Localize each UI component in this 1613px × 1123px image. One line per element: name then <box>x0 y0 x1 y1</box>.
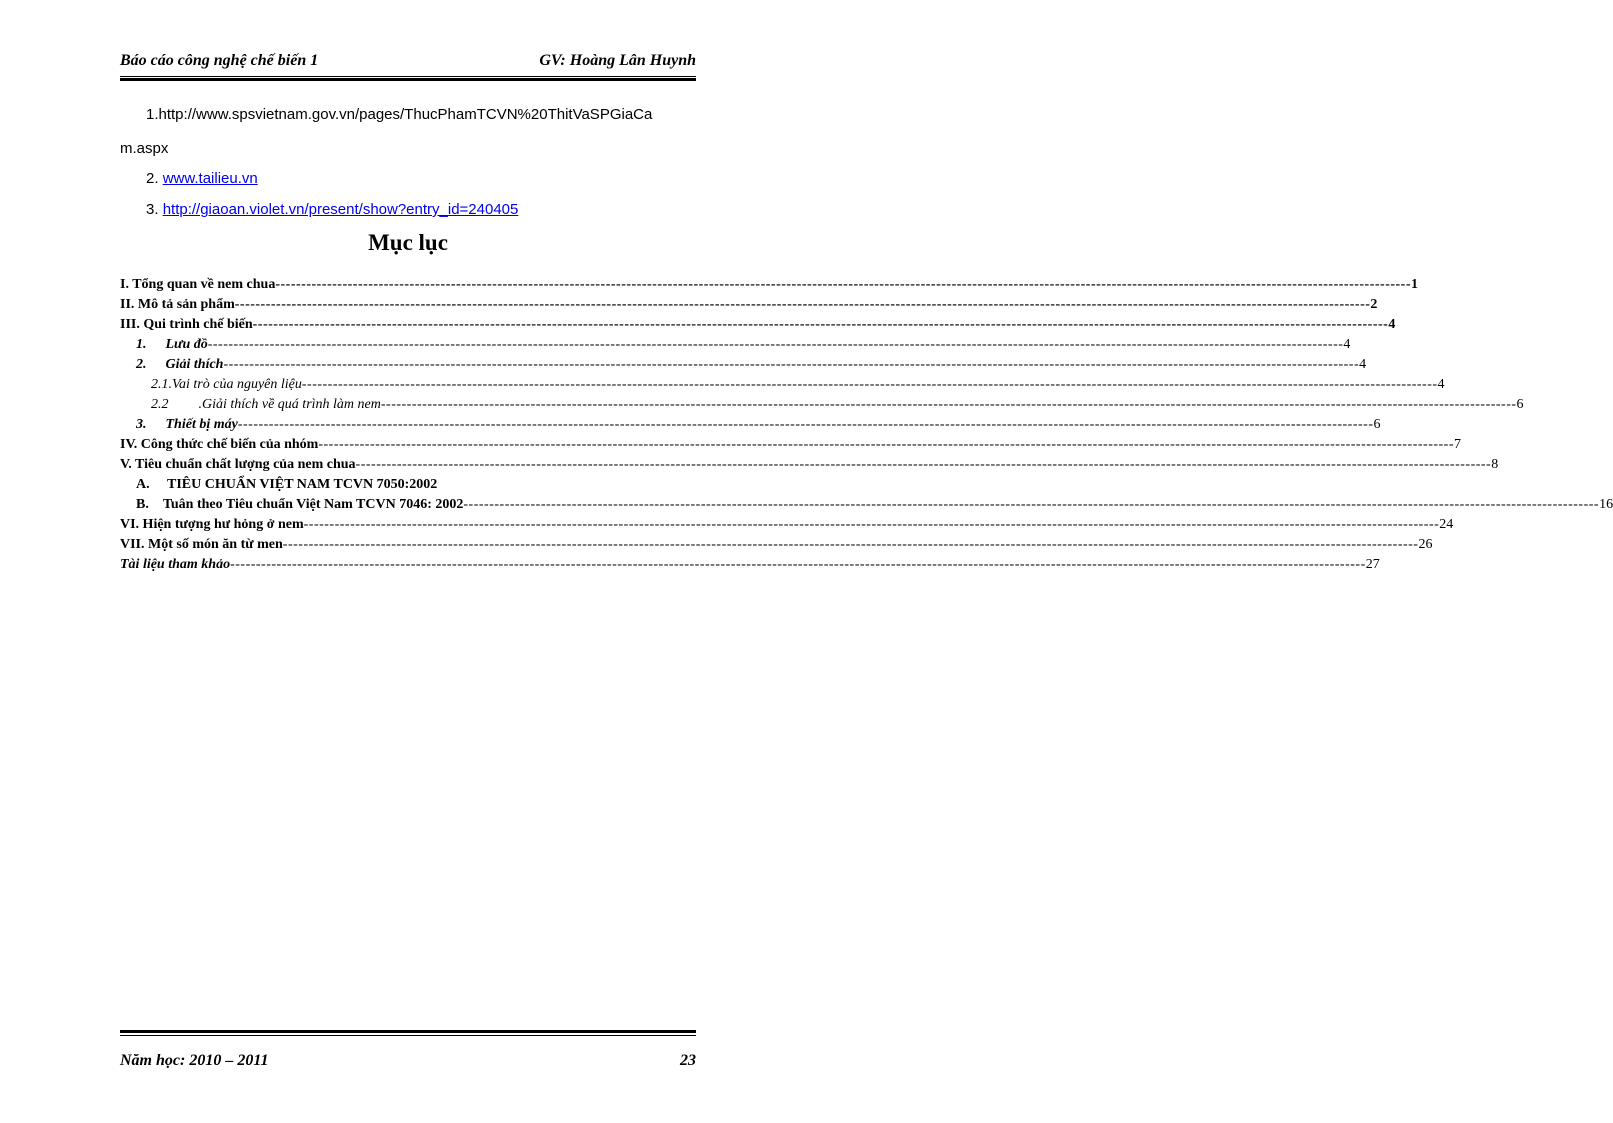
page-header <box>120 50 696 76</box>
toc-entry-label: IV. Công thức chế biến của nhóm <box>120 437 319 452</box>
toc-leader: ---------------------------------------------------------------------------------------------------------------------------------------------------------------------------------------------------------------------------- <box>207 337 1344 352</box>
header-rule-thick <box>120 78 696 81</box>
toc-entry-label: VII. Một số món ăn từ men <box>120 537 283 552</box>
toc-entry-number: 2. <box>136 357 147 372</box>
toc-entry-number: 3. <box>136 417 147 432</box>
toc-entry-3[interactable] <box>120 314 1396 333</box>
toc-entry-3-2-2[interactable] <box>120 394 1524 413</box>
toc-leader: ---------------------------------------------------------------------------------------------------------------------------------------------------------------------------------------------------------------------------- <box>463 497 1600 512</box>
toc-entry-label: .Giải thích về quá trình làm nem <box>198 397 381 412</box>
toc-leader: ---------------------------------------------------------------------------------------------------------------------------------------------------------------------------------------------------------------------------- <box>303 517 1440 532</box>
header-rule-thin <box>120 76 696 77</box>
toc-entry-page: 7 <box>1454 437 1462 452</box>
toc-title: Mục lục <box>368 230 448 255</box>
toc-leader: ---------------------------------------------------------------------------------------------------------------------------------------------------------------------------------------------------------------------------- <box>237 417 1374 432</box>
toc-entry-5-a[interactable] <box>120 474 696 493</box>
reference-1-line-1: 1.http://www.spsvietnam.gov.vn/pages/ThucPhamTCVN%20ThitVaSPGiaCa <box>146 106 653 123</box>
toc-leader: ---------------------------------------------------------------------------------------------------------------------------------------------------------------------------------------------------------------------------- <box>234 297 1371 312</box>
toc-entry-label: Thiết bị máy <box>165 417 238 432</box>
toc-entry-label: Lưu đồ <box>165 337 208 352</box>
toc-entry-label: Tuân theo Tiêu chuẩn Việt Nam TCVN 7046: 2002 <box>162 497 464 512</box>
reference-3 <box>146 201 518 218</box>
toc-entry-3-2-1[interactable] <box>120 374 1445 393</box>
footer-rule-thin <box>120 1035 696 1036</box>
toc-entry-6[interactable] <box>120 514 1454 533</box>
toc-entry-label: II. Mô tả sản phẩm <box>120 297 235 312</box>
footer-page-number: 23 <box>680 1052 696 1069</box>
toc-leader: ---------------------------------------------------------------------------------------------------------------------------------------------------------------------------------------------------------------------------- <box>301 377 1438 392</box>
toc-entry-label: V. Tiêu chuẩn chất lượng của nem chua <box>120 457 356 472</box>
toc-entry-3-2[interactable] <box>120 354 1367 373</box>
toc-entry-page: 6 <box>1516 397 1524 412</box>
toc-entry-3-3[interactable] <box>120 414 1381 433</box>
page-footer <box>120 1052 696 1078</box>
reference-3-link[interactable]: http://giaoan.violet.vn/present/show?entry_id=240405 <box>162 201 519 218</box>
toc-entry-page: 8 <box>1491 457 1499 472</box>
reference-3-number: 3. <box>146 201 159 218</box>
toc-entry-references[interactable] <box>120 554 1380 573</box>
toc-entry-number: B. <box>136 497 149 512</box>
toc-leader: ---------------------------------------------------------------------------------------------------------------------------------------------------------------------------------------------------------------------------- <box>230 557 1366 572</box>
toc-entry-label: 2.1.Vai trò của nguyên liệu <box>151 377 302 392</box>
toc-entry-1[interactable] <box>120 274 1419 293</box>
toc-leader: ---------------------------------------------------------------------------------------------------------------------------------------------------------------------------------------------------------------------------- <box>275 277 1412 292</box>
toc-entry-page: 4 <box>1437 377 1445 392</box>
toc-entry-5-b[interactable] <box>120 494 1613 513</box>
toc-entry-page: 4 <box>1388 317 1396 332</box>
toc-leader: ---------------------------------------------------------------------------------------------------------------------------------------------------------------------------------------------------------------------------- <box>355 457 1492 472</box>
header-report-title: Báo cáo công nghệ chế biến 1 <box>120 52 319 69</box>
footer-rule-thick <box>120 1030 696 1033</box>
toc-entry-number: 1. <box>136 337 147 352</box>
toc-entry-label: Tài liệu tham khảo <box>120 557 231 572</box>
toc-entry-page: 27 <box>1365 557 1380 572</box>
toc-entry-3-1[interactable] <box>120 334 1351 353</box>
toc-entry-2[interactable] <box>120 294 1378 313</box>
reference-2-number: 2. <box>146 170 159 187</box>
toc-entry-page: 1 <box>1411 277 1419 292</box>
toc-entry-page: 2 <box>1370 297 1378 312</box>
toc-leader: ---------------------------------------------------------------------------------------------------------------------------------------------------------------------------------------------------------------------------- <box>380 397 1517 412</box>
toc-entry-number: 2.2 <box>151 397 169 412</box>
toc-entry-page: 6 <box>1373 417 1381 432</box>
toc-leader: ---------------------------------------------------------------------------------------------------------------------------------------------------------------------------------------------------------------------------- <box>223 357 1360 372</box>
toc-entry-page: 26 <box>1418 537 1433 552</box>
toc-entry-page: 24 <box>1439 517 1454 532</box>
toc-entry-label: III. Qui trình chế biến <box>120 317 253 332</box>
reference-2 <box>146 170 258 187</box>
footer-school-year: Năm học: 2010 – 2011 <box>120 1052 269 1069</box>
toc-leader: ---------------------------------------------------------------------------------------------------------------------------------------------------------------------------------------------------------------------------- <box>252 317 1389 332</box>
toc-entry-page: 4 <box>1359 357 1367 372</box>
toc-entry-label: VI. Hiện tượng hư hỏng ở nem <box>120 517 304 532</box>
reference-2-link[interactable]: www.tailieu.vn <box>162 170 258 187</box>
toc-leader: ---------------------------------------------------------------------------------------------------------------------------------------------------------------------------------------------------------------------------- <box>282 537 1419 552</box>
header-lecturer: GV: Hoàng Lân Huynh <box>539 52 696 69</box>
toc-entry-4[interactable] <box>120 434 1462 453</box>
toc-entry-7[interactable] <box>120 534 1433 553</box>
toc-entry-page: 16 <box>1599 497 1613 512</box>
reference-1-line-2: m.aspx <box>120 140 169 157</box>
toc-entry-label: I. Tổng quan về nem chua <box>120 277 276 292</box>
toc-entry-label: TIÊU CHUẨN VIỆT NAM TCVN 7050:2002 <box>167 477 438 492</box>
toc-entry-label: Giải thích <box>165 357 224 372</box>
toc-leader: ---------------------------------------------------------------------------------------------------------------------------------------------------------------------------------------------------------------------------- <box>318 437 1455 452</box>
toc-entry-page: 4 <box>1343 337 1351 352</box>
toc-entry-5[interactable] <box>120 454 1499 473</box>
toc-entry-number: A. <box>136 477 150 492</box>
